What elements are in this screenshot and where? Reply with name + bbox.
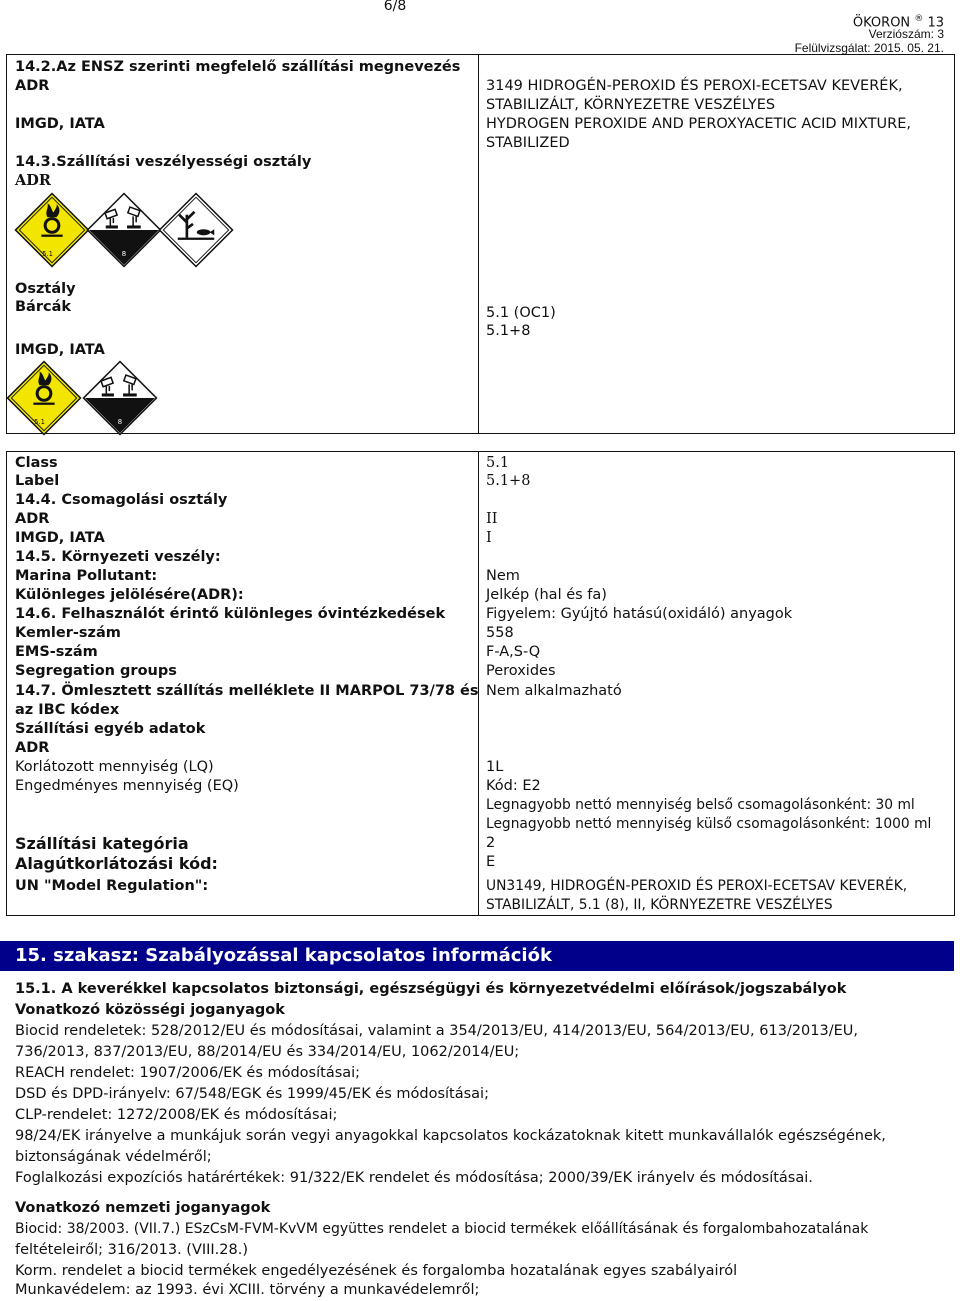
s14-7-lq-label: Korlátozott mennyiség (LQ): [15, 759, 214, 775]
s14-2-imgd-value-line2: STABILIZED: [486, 135, 570, 151]
section-15-title: 15. szakasz: Szabályozással kapcsolatos információk: [15, 945, 552, 966]
s15-national-line: Munkavédelem: az 1993. évi XCIII. törvény a munkavédelemről;: [15, 1282, 480, 1298]
s15-eu-line: 736/2013, 837/2013/EU, 88/2014/EU és 334/2014/EU, 1062/2014/EU;: [15, 1044, 520, 1060]
svg-text:5.1: 5.1: [42, 249, 53, 258]
s14-5-marking-value: Jelkép (hal és fa): [486, 587, 607, 603]
s14-3-class-value: 5.1: [486, 455, 510, 471]
s14-6-kemler-label: Kemler-szám: [15, 625, 121, 641]
s14-7-other-label: Szállítási egyéb adatok: [15, 721, 206, 737]
s14-6-title: 14.6. Felhasználót érintő különleges óvintézkedések: [15, 606, 446, 622]
svg-text:5.1: 5.1: [34, 417, 45, 426]
s15-eu-line: Foglalkozási expozíciós határértékek: 91/322/EK rendelet és módosítása; 2000/39/EK irányelv és módosításai.: [15, 1170, 813, 1186]
svg-text:8: 8: [117, 417, 123, 426]
s14-4-adr-label: ADR: [15, 511, 50, 527]
s14-7-eq-value: Kód: E2: [486, 778, 541, 794]
s15-eu-line: Biocid rendeletek: 528/2012/EU és módosításai, valamint a 354/2013/EU, 414/2013/EU, 564/2013/EU, 613/2013/EU,: [15, 1023, 858, 1039]
brand-number: 13: [927, 15, 944, 31]
s14-6-segregation-value: Peroxides: [486, 663, 556, 679]
s14-7-category-label: Szállítási kategória: [15, 834, 189, 853]
s14-7-un-value-line2: STABILIZÁLT, 5.1 (8), II, KÖRNYEZETRE VESZÉLYES: [486, 897, 833, 913]
s14-5-marking-label: Különleges jelölésére(ADR):: [15, 587, 244, 603]
s14-4-title: 14.4. Csomagolási osztály: [15, 492, 228, 508]
s15-eu-line: DSD és DPD-irányelv: 67/548/EGK és 1999/45/EK és módosításai;: [15, 1086, 489, 1102]
s15-eu-title: Vonatkozó közösségi joganyagok: [15, 1002, 285, 1018]
s14-4-adr-value: II: [486, 511, 498, 527]
s14-7-outer-max: Legnagyobb nettó mennyiség külső csomagolásonként: 1000 ml: [486, 816, 932, 832]
s14-6-title-value: Figyelem: Gyújtó hatású(oxidáló) anyagok: [486, 606, 793, 622]
page-number: 6/8: [383, 0, 407, 14]
corrosive-icon: [82, 360, 158, 436]
s14-2-adr-label: ADR: [15, 78, 50, 94]
s14-2-title: 14.2.Az ENSZ szerinti megfelelő szállítási megnevezés: [15, 59, 461, 75]
s14-2-imgd-label: IMGD, IATA: [15, 116, 105, 132]
s14-2-adr-value: 3149 HIDROGÉN-PEROXID ÉS PEROXI-ECETSAV KEVERÉK,: [486, 78, 903, 94]
s14-7-lq-value: 1L: [486, 759, 504, 775]
s14-3-imgd-label: IMGD, IATA: [15, 342, 105, 358]
s14-3-osztaly-label: Osztály: [15, 281, 76, 297]
s14-4-imgd-value: I: [486, 530, 492, 546]
s14-7-un-value: UN3149, HIDROGÉN-PEROXID ÉS PEROXI-ECETSAV KEVERÉK,: [486, 878, 908, 894]
registered-mark: ®: [914, 14, 924, 24]
corrosive-icon: [86, 192, 162, 268]
oxidizer-flame-over-circle-icon: [6, 360, 82, 436]
s15-national-title: Vonatkozó nemzeti joganyagok: [15, 1200, 271, 1216]
s15-1-title: 15.1. A keverékkel kapcsolatos biztonsági, egészségügyi és környezetvédelmi előírások/jogszabályok: [15, 981, 847, 997]
s14-4-imgd-label: IMGD, IATA: [15, 530, 105, 546]
s14-7-un-label: UN "Model Regulation":: [15, 878, 209, 894]
s14-7-adr-label: ADR: [15, 740, 50, 756]
svg-text:8: 8: [121, 249, 127, 258]
brand-name: ÖKORON: [852, 15, 911, 31]
s14-6-ems-value: F-A,S-Q: [486, 644, 541, 660]
s14-3-barcak-label: Bárcák: [15, 299, 72, 315]
s14-2-adr-value-line2: STABILIZÁLT, KÖRNYEZETRE VESZÉLYES: [486, 97, 776, 113]
s14-7-category-value: 2: [486, 835, 496, 851]
s14-6-kemler-value: 558: [486, 625, 514, 641]
s14-7-title-line2: az IBC kódex: [15, 702, 120, 718]
s14-3-osztaly-value: 5.1 (OC1): [486, 305, 556, 321]
s15-national-line: feltételeiről; 316/2013. (VIII.28.): [15, 1242, 249, 1258]
s14-5-title: 14.5. Környezeti veszély:: [15, 549, 221, 565]
s15-national-line: Biocid: 38/2003. (VII.7.) ESzCsM-FVM-KvVM együttes rendelet a biocid termékek előállításának és forgalombahozatalának: [15, 1221, 869, 1237]
s14-7-tunnel-value: E: [486, 854, 496, 870]
s14-7-tunnel-label: Alagútkorlátozási kód:: [15, 854, 218, 873]
s14-3-label-value: 5.1+8: [486, 473, 531, 489]
s14-7-title: 14.7. Ömlesztett szállítás melléklete II MARPOL 73/78 és: [15, 683, 479, 699]
environment-dead-tree-fish-icon: [158, 192, 234, 268]
s15-eu-line: 98/24/EK irányelve a munkájuk során vegyi anyagokkal kapcsolatos kockázatoknak kitett munkavállalók egészségének,: [15, 1128, 886, 1144]
s14-3-adr-label: ADR: [15, 172, 51, 189]
oxidizer-flame-over-circle-icon: [14, 192, 90, 268]
s14-6-segregation-label: Segregation groups: [15, 663, 177, 679]
s15-eu-line: REACH rendelet: 1907/2006/EK és módosításai;: [15, 1065, 361, 1081]
s14-6-ems-label: EMS-szám: [15, 644, 98, 660]
version-number: Verziószám: 3: [868, 27, 944, 41]
s15-eu-line: biztonságának védelméről;: [15, 1149, 212, 1165]
s14-3-title: 14.3.Szállítási veszélyességi osztály: [15, 154, 312, 170]
s14-7-eq-label: Engedményes mennyiség (EQ): [15, 778, 239, 794]
s15-national-line: Korm. rendelet a biocid termékek engedélyezésének és forgalomba hozatalának egyes szabályairól: [15, 1263, 738, 1279]
s14-3-class-label: Class: [15, 455, 58, 471]
s14-3-label-label: Label: [15, 473, 60, 489]
s14-7-value: Nem alkalmazható: [486, 683, 622, 699]
s14-7-inner-max: Legnagyobb nettó mennyiség belső csomagolásonként: 30 ml: [486, 797, 915, 813]
s14-5-marine-label: Marina Pollutant:: [15, 568, 158, 584]
s14-3-barcak-value: 5.1+8: [486, 323, 531, 339]
transport-table-top-divider: [478, 54, 479, 434]
s14-2-imgd-value: HYDROGEN PEROXIDE AND PEROXYACETIC ACID MIXTURE,: [486, 116, 911, 132]
s14-5-marine-value: Nem: [486, 568, 520, 584]
s15-eu-line: CLP-rendelet: 1272/2008/EK és módosításai;: [15, 1107, 338, 1123]
revision-date: Felülvizsgálat: 2015. 05. 21.: [794, 41, 944, 55]
